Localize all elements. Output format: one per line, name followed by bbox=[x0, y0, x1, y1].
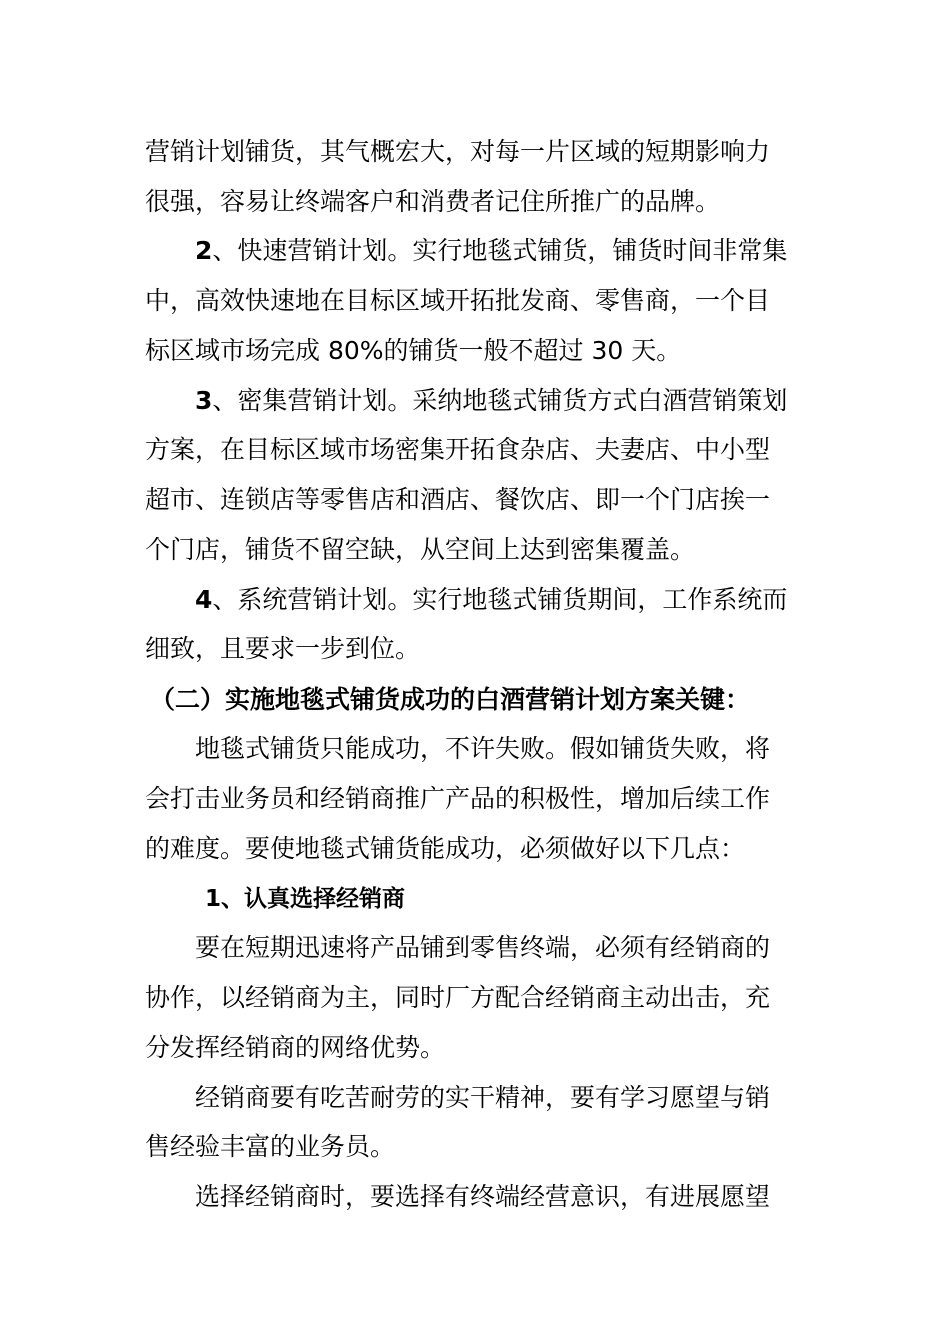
item-number: 2 bbox=[195, 236, 213, 265]
item-number: 3 bbox=[195, 386, 213, 415]
paragraph-line: 地毯式铺货只能成功，不许失败。假如铺货失败，将 bbox=[195, 734, 771, 763]
paragraph-line: 超市、连锁店等零售店和酒店、餐饮店、即一个门店挨一 bbox=[145, 485, 771, 514]
paragraph-line: 分发挥经销商的网络优势。 bbox=[145, 1033, 446, 1062]
paragraph-line bbox=[195, 383, 875, 419]
item-text: 、快速营销计划。实行地毯式铺货，铺货时间非常集 bbox=[212, 236, 788, 265]
paragraph-line: 会打击业务员和经销商推广产品的积极性，增加后续工作 bbox=[145, 784, 771, 813]
paragraph-line: 选择经销商时，要选择有终端经营意识，有进展愿望 bbox=[195, 1182, 771, 1211]
paragraph-line: 营销计划铺货，其气概宏大，对每一片区域的短期影响力 bbox=[145, 137, 771, 166]
paragraph-line: 售经验丰富的业务员。 bbox=[145, 1132, 396, 1161]
paragraph-line: 协作，以经销商为主，同时厂方配合经销商主动出击，充 bbox=[145, 983, 771, 1012]
paragraph-line: 很强，容易让终端客户和消费者记住所推广的品牌。 bbox=[145, 187, 721, 216]
paragraph-line: 细致，且要求一步到位。 bbox=[145, 634, 421, 663]
paragraph-line: 标区域市场完成 80%的铺货一般不超过 30 天。 bbox=[145, 336, 682, 365]
paragraph-line: 方案，在目标区域市场密集开拓食杂店、夫妻店、中小型 bbox=[145, 435, 771, 464]
section-heading: （二）实施地毯式铺货成功的白酒营销计划方案关键： bbox=[150, 685, 751, 714]
paragraph-line: 中，高效快速地在目标区域开拓批发商、零售商，一个目 bbox=[145, 286, 771, 315]
paragraph-line: 要在短期迅速将产品铺到零售终端，必须有经销商的 bbox=[195, 933, 771, 962]
item-number: 4 bbox=[195, 585, 213, 614]
paragraph-line: 的难度。要使地毯式铺货能成功，必须做好以下几点： bbox=[145, 834, 746, 863]
paragraph-line bbox=[195, 582, 875, 618]
item-text: 、密集营销计划。采纳地毯式铺货方式白酒营销策划 bbox=[212, 386, 788, 415]
subsection-heading: 1、认真选择经销商 bbox=[205, 886, 406, 912]
paragraph-line bbox=[195, 233, 875, 269]
item-text: 、系统营销计划。实行地毯式铺货期间，工作系统而 bbox=[212, 585, 788, 614]
paragraph-line: 个门店，铺货不留空缺，从空间上达到密集覆盖。 bbox=[145, 535, 696, 564]
paragraph-line: 经销商要有吃苦耐劳的实干精神，要有学习愿望与销 bbox=[195, 1083, 771, 1112]
